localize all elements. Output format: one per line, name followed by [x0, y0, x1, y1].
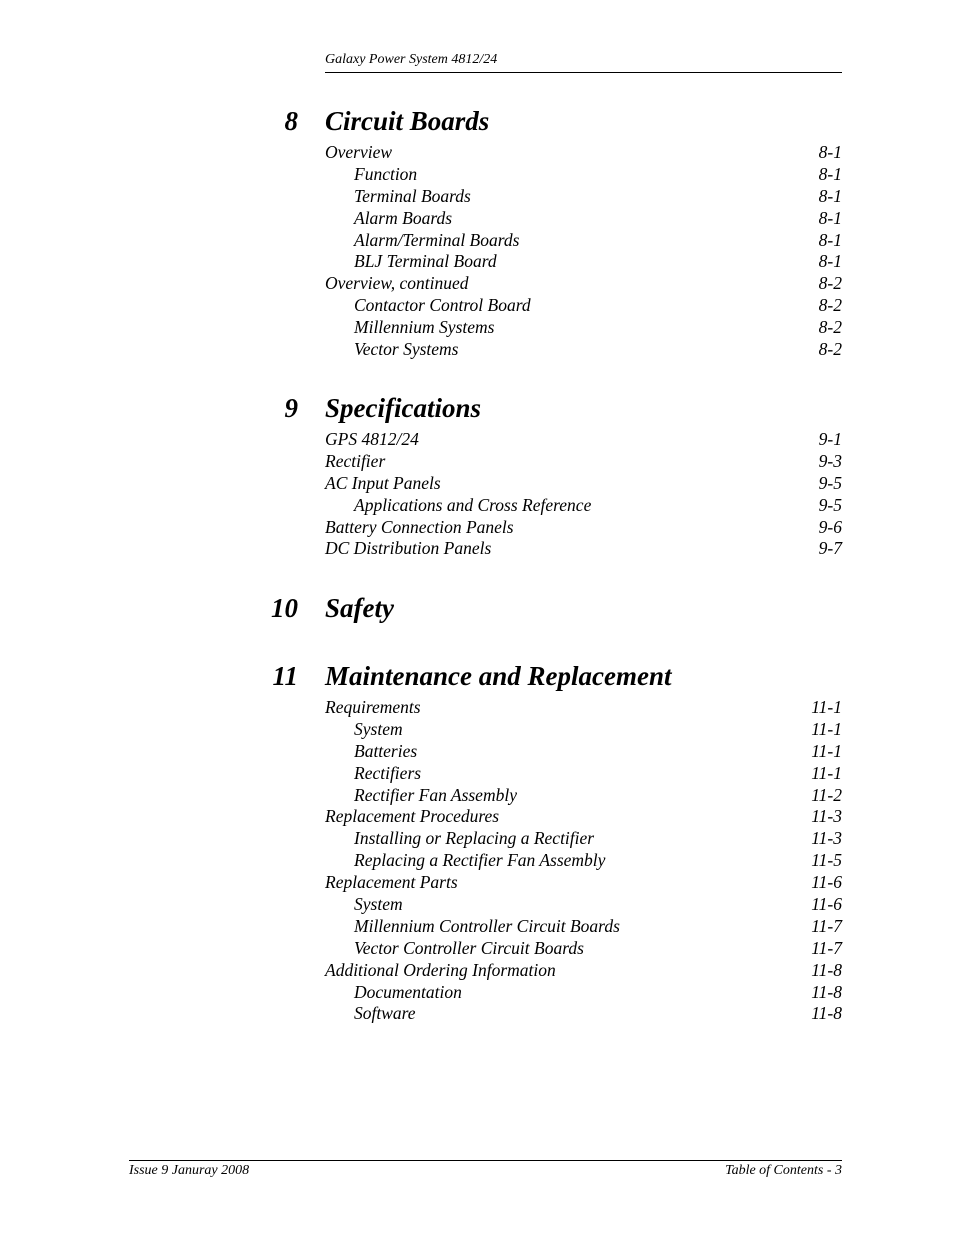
toc-entry[interactable] [0, 473, 954, 495]
toc-entry-label: AC Input Panels [325, 472, 441, 493]
toc-entry-label: Installing or Replacing a Rectifier [354, 828, 595, 849]
toc-entry-page: 11-7 [811, 915, 842, 936]
toc-entry[interactable] [0, 339, 954, 361]
toc-entry-page: 11-1 [811, 718, 842, 739]
toc-entry[interactable] [0, 538, 954, 560]
toc-entry-label: Vector Systems [354, 339, 459, 360]
toc-entry[interactable] [0, 317, 954, 339]
toc-entry[interactable] [0, 806, 954, 828]
chapter-section [0, 391, 954, 560]
toc-entry-label: Replacement Parts [325, 872, 458, 893]
toc-entry-page: 8-2 [818, 317, 842, 338]
toc-entry-page: 8-1 [818, 207, 842, 228]
toc-entry-label: Documentation [354, 981, 462, 1002]
toc-entry-page: 11-8 [811, 981, 842, 1002]
toc-entry-page: 11-1 [811, 740, 842, 761]
toc-entry-label: Millennium Controller Circuit Boards [354, 915, 620, 936]
footer-rule [129, 1160, 842, 1161]
toc-entry-label: Replacing a Rectifier Fan Assembly [354, 850, 606, 871]
toc-entry[interactable] [0, 916, 954, 938]
toc-entry[interactable] [0, 938, 954, 960]
toc-entry-label: Alarm Boards [354, 207, 453, 228]
toc-entry[interactable] [0, 273, 954, 295]
toc-entry-page: 8-1 [818, 185, 842, 206]
toc-entry-label: GPS 4812/24 [325, 429, 419, 449]
toc-entry-list [0, 429, 954, 560]
toc-entry[interactable] [0, 230, 954, 252]
toc-entry-label: Rectifier [325, 450, 386, 471]
toc-entry-page: 8-1 [818, 229, 842, 250]
toc-entry-label: Alarm/Terminal Boards [354, 229, 520, 250]
footer-issue-date: Issue 9 Januray 2008 [129, 1163, 250, 1178]
chapter-heading [0, 104, 954, 138]
toc-entry[interactable] [0, 763, 954, 785]
toc-entry-label: Rectifiers [354, 762, 422, 783]
toc-entry-page: 11-8 [811, 1003, 842, 1024]
toc-entry-page: 11-7 [811, 937, 842, 958]
footer-page-label: Table of Contents - 3 [725, 1163, 842, 1178]
chapter-heading [0, 391, 954, 425]
toc-entry-page: 9-6 [818, 516, 842, 537]
toc-entry-page: 9-1 [818, 429, 842, 449]
toc-entry[interactable] [0, 741, 954, 763]
running-header: Galaxy Power System 4812/24 [325, 52, 498, 67]
toc-entry-label: Overview, continued [325, 273, 469, 294]
chapter-number: 11 [272, 661, 298, 691]
toc-entry-label: System [354, 718, 403, 739]
toc-entry-page: 9-5 [818, 494, 842, 515]
toc-entry[interactable] [0, 719, 954, 741]
toc-entry-label: Replacement Procedures [325, 806, 500, 827]
toc-entry[interactable] [0, 142, 954, 164]
toc-entry-list [0, 697, 954, 1025]
toc-entry[interactable] [0, 785, 954, 807]
toc-entry-page: 8-1 [818, 163, 842, 184]
toc-entry-page: 11-6 [811, 894, 842, 915]
toc-entry[interactable] [0, 828, 954, 850]
toc-entry[interactable] [0, 982, 954, 1004]
toc-entry-label: Requirements [325, 697, 421, 717]
toc-entry-page: 9-5 [818, 472, 842, 493]
toc-entry-label: System [354, 894, 403, 915]
toc-entry-page: 8-2 [818, 273, 842, 294]
chapter-section [0, 104, 954, 361]
toc-entry[interactable] [0, 164, 954, 186]
toc-entry[interactable] [0, 850, 954, 872]
toc-entry[interactable] [0, 1003, 954, 1025]
toc-entry[interactable] [0, 208, 954, 230]
chapter-section [0, 659, 954, 1025]
toc-entry[interactable] [0, 517, 954, 539]
toc-entry-page: 11-3 [811, 828, 842, 849]
toc-entry-page: 11-8 [811, 959, 842, 980]
toc-entry-page: 11-2 [811, 784, 842, 805]
toc-entry[interactable] [0, 295, 954, 317]
toc-entry-label: Batteries [354, 740, 418, 761]
header-rule [325, 72, 842, 73]
toc-entry-label: Millennium Systems [354, 317, 495, 338]
toc-entry-page: 9-7 [818, 538, 842, 559]
chapter-title: Maintenance and Replacement [325, 661, 672, 691]
chapter-title: Specifications [325, 393, 481, 423]
toc-entry[interactable] [0, 495, 954, 517]
toc-entry-list [0, 142, 954, 361]
chapter-number: 8 [284, 106, 298, 136]
toc-entry-label: Additional Ordering Information [325, 959, 556, 980]
toc-entry-label: BLJ Terminal Board [354, 251, 497, 272]
toc-entry-page: 8-1 [818, 251, 842, 272]
toc-entry-label: Terminal Boards [354, 185, 471, 206]
chapter-title: Circuit Boards [325, 106, 490, 136]
toc-entry-label: Software [354, 1003, 416, 1024]
toc-entry-page: 11-1 [811, 697, 842, 717]
chapter-heading [0, 591, 954, 625]
toc-entry-page: 11-3 [811, 806, 842, 827]
toc-entry[interactable] [0, 894, 954, 916]
toc-entry[interactable] [0, 960, 954, 982]
toc-entry[interactable] [0, 251, 954, 273]
chapter-section [0, 591, 954, 625]
toc-entry-label: Contactor Control Board [354, 295, 531, 316]
toc-entry[interactable] [0, 872, 954, 894]
toc-entry-page: 11-1 [811, 762, 842, 783]
chapter-heading [0, 659, 954, 693]
toc-entry-label: Battery Connection Panels [325, 516, 514, 537]
chapter-title: Safety [325, 593, 394, 623]
toc-entry-page: 9-3 [818, 450, 842, 471]
toc-entry-page: 8-1 [818, 142, 842, 162]
toc-entry-label: DC Distribution Panels [325, 538, 492, 559]
toc-entry[interactable] [0, 697, 954, 719]
toc-entry-page: 11-6 [811, 872, 842, 893]
toc-entry-label: Function [354, 163, 418, 184]
toc-entry[interactable] [0, 451, 954, 473]
toc-entry-label: Vector Controller Circuit Boards [354, 937, 584, 958]
toc-entry[interactable] [0, 429, 954, 451]
toc-entry[interactable] [0, 186, 954, 208]
toc-entry-label: Rectifier Fan Assembly [354, 784, 517, 805]
chapter-number: 10 [271, 593, 298, 623]
toc-entry-page: 8-2 [818, 295, 842, 316]
toc-entry-page: 11-5 [811, 850, 842, 871]
toc-entry-page: 8-2 [818, 339, 842, 360]
chapter-number: 9 [284, 393, 298, 423]
toc-entry-label: Overview [325, 142, 393, 162]
toc-entry-label: Applications and Cross Reference [354, 494, 592, 515]
